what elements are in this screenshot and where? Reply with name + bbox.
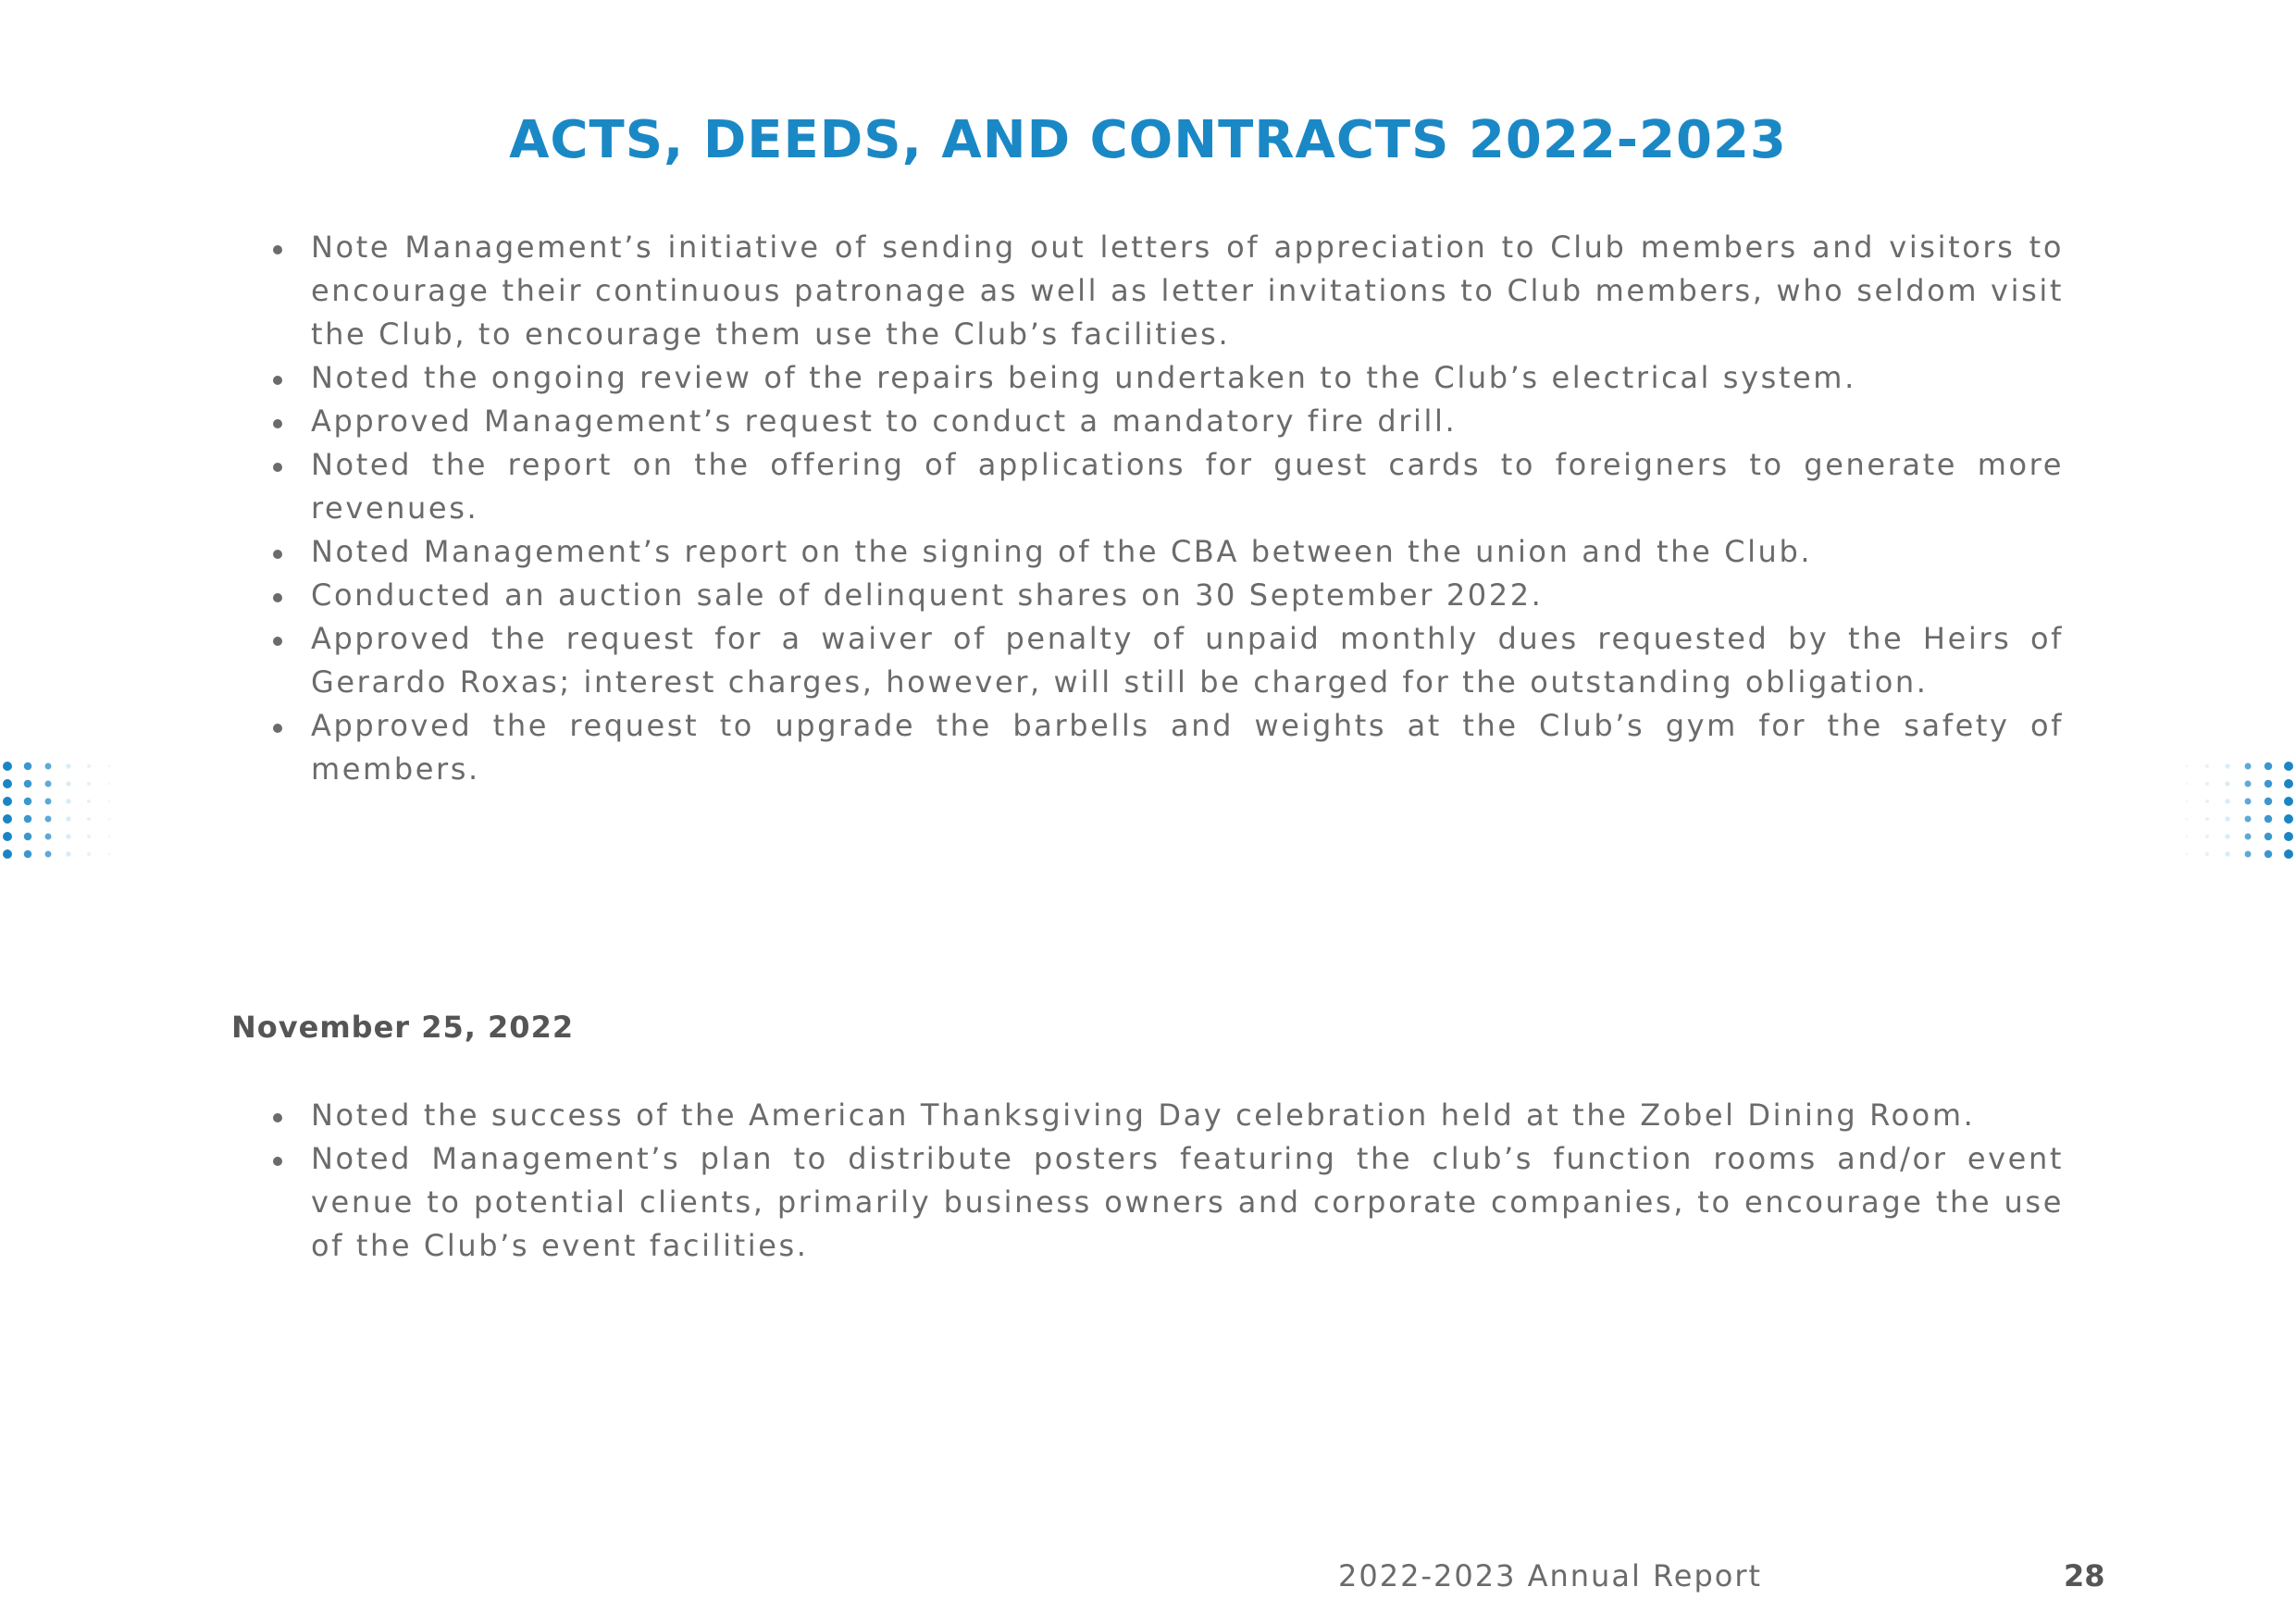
list-item: Approved Management’s request to conduct a mandatory fire drill. — [311, 400, 2064, 443]
decorative-dot — [2225, 851, 2229, 856]
decorative-dot — [45, 851, 52, 858]
decorative-dot — [2284, 832, 2293, 841]
decorative-dot — [2186, 836, 2188, 837]
decorative-dot — [2205, 800, 2209, 803]
decorative-dot — [2245, 799, 2252, 805]
decorative-dot — [2186, 783, 2188, 785]
decorative-dot — [2245, 816, 2252, 823]
decorative-dot — [2205, 835, 2209, 838]
decorative-dot — [66, 851, 70, 856]
decorative-dot — [108, 836, 110, 837]
list-item: Noted the report on the offering of applications for guest cards to foreigners to generate more revenues. — [311, 443, 2064, 530]
dot-grid-pattern-left — [0, 759, 120, 862]
decorative-dot — [2186, 765, 2188, 767]
decorative-dot — [3, 797, 12, 806]
decorative-dot — [108, 800, 110, 802]
decorative-dot — [87, 835, 91, 838]
decorative-dot — [2225, 816, 2229, 821]
list-item: Note Management’s initiative of sending out letters of appreciation to Club members and visitors to encourage their continuous patronage as well as letter invitations to Club members, who seldom visit the Club, to encourage them use the Club’s facilities. — [311, 226, 2064, 356]
bullet-list-section-one — [257, 226, 2064, 791]
decorative-dot — [2205, 852, 2209, 856]
decorative-dot — [2265, 780, 2272, 787]
decorative-dot — [2265, 850, 2272, 858]
decorative-dot — [45, 781, 52, 787]
decorative-dot — [66, 763, 70, 768]
decorative-dot — [66, 799, 70, 803]
decorative-dot — [2205, 817, 2209, 821]
decorative-dot — [2265, 815, 2272, 823]
section-date-heading: November 25, 2022 — [231, 1010, 575, 1045]
decorative-dot — [87, 817, 91, 821]
list-item: Approved the request for a waiver of penalty of unpaid monthly dues requested by the Heirs of Gerardo Roxas; interest charges, however, will still be charged for the outstanding obligation. — [311, 617, 2064, 704]
decorative-dot — [87, 852, 91, 856]
list-item: Approved the request to upgrade the barbells and weights at the Club’s gym for the safety of members. — [311, 704, 2064, 791]
decorative-dot — [45, 816, 52, 823]
decorative-dot — [66, 816, 70, 821]
page-number: 28 — [2064, 1558, 2105, 1593]
decorative-dot — [2186, 818, 2188, 820]
decorative-dot — [3, 832, 12, 841]
decorative-dot — [3, 814, 12, 824]
decorative-dot — [2245, 763, 2252, 770]
dot-grid-pattern-right — [2176, 759, 2296, 862]
decorative-dot — [2225, 834, 2229, 838]
decorative-dot — [2265, 833, 2272, 840]
decorative-dot — [2265, 798, 2272, 805]
decorative-dot — [24, 798, 31, 805]
decorative-dot — [2284, 849, 2293, 859]
decorative-dot — [24, 780, 31, 787]
decorative-dot — [2205, 764, 2209, 768]
decorative-dot — [108, 853, 110, 855]
decorative-dot — [108, 818, 110, 820]
decorative-dot — [3, 779, 12, 788]
page-title: ACTS, DEEDS, AND CONTRACTS 2022-2023 — [509, 110, 1787, 170]
footer-report-label: 2022-2023 Annual Report — [1338, 1558, 1763, 1593]
decorative-dot — [2225, 781, 2229, 786]
decorative-dot — [2284, 779, 2293, 788]
bullet-list-section-two — [257, 1094, 2064, 1268]
decorative-dot — [2284, 797, 2293, 806]
list-item: Noted the ongoing review of the repairs being undertaken to the Club’s electrical system. — [311, 356, 2064, 400]
decorative-dot — [2186, 800, 2188, 802]
decorative-dot — [24, 833, 31, 840]
decorative-dot — [2245, 851, 2252, 858]
decorative-dot — [2186, 853, 2188, 855]
decorative-dot — [108, 783, 110, 785]
list-item: Conducted an auction sale of delinquent shares on 30 September 2022. — [311, 574, 2064, 617]
decorative-dot — [66, 781, 70, 786]
decorative-dot — [24, 815, 31, 823]
list-item: Noted Management’s plan to distribute posters featuring the club’s function rooms and/or event venue to potential clients, primarily business owners and corporate companies, to encourage the use of the Club’s event facilities. — [311, 1137, 2064, 1268]
decorative-dot — [87, 764, 91, 768]
decorative-dot — [45, 834, 52, 840]
decorative-dot — [2245, 834, 2252, 840]
decorative-dot — [3, 849, 12, 859]
decorative-dot — [45, 799, 52, 805]
decorative-dot — [2245, 781, 2252, 787]
decorative-dot — [2225, 763, 2229, 768]
decorative-dot — [2265, 762, 2272, 770]
decorative-dot — [24, 850, 31, 858]
decorative-dot — [2205, 782, 2209, 786]
decorative-dot — [87, 782, 91, 786]
list-item: Noted Management’s report on the signing of the CBA between the union and the Club. — [311, 530, 2064, 574]
decorative-dot — [24, 762, 31, 770]
decorative-dot — [2225, 799, 2229, 803]
list-item: Noted the success of the American Thanksgiving Day celebration held at the Zobel Dining Room. — [311, 1094, 2064, 1137]
decorative-dot — [45, 763, 52, 770]
decorative-dot — [3, 762, 12, 771]
decorative-dot — [108, 765, 110, 767]
decorative-dot — [66, 834, 70, 838]
decorative-dot — [87, 800, 91, 803]
decorative-dot — [2284, 762, 2293, 771]
decorative-dot — [2284, 814, 2293, 824]
